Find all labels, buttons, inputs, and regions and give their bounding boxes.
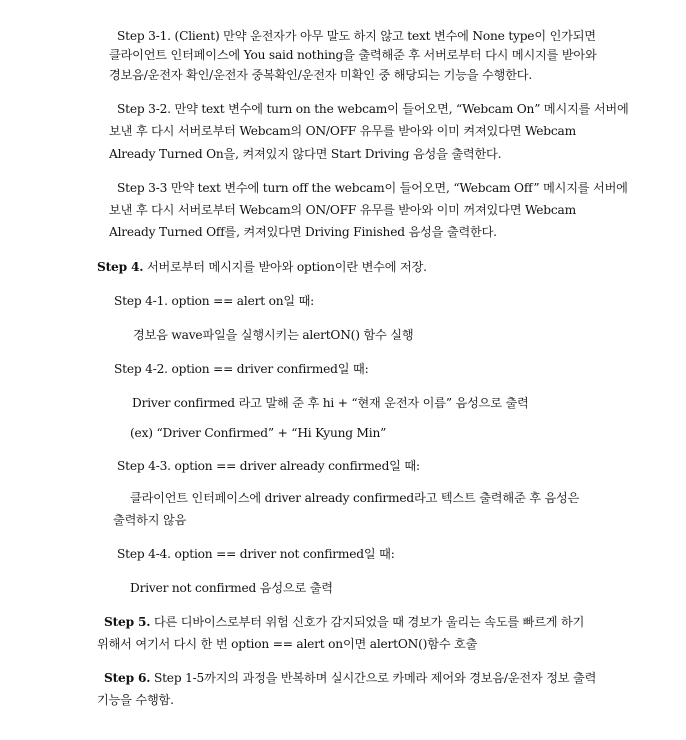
step-3-2-line-2: 보낸 후 다시 서버로부터 Webcam의 ON/OFF 유무를 받아와 이미 켜져있다면 Webcam: [109, 124, 576, 138]
step-3-3-line-3: Already Turned Off를, 켜져있다면 Driving Finished 음성을 출력한다.: [109, 225, 497, 239]
step-3-3-line-1: Step 3-3 만약 text 변수에 turn off the webcam이 들어오면, “Webcam Off” 메시지를 서버에: [117, 181, 628, 195]
step-4-4-body: Driver not confirmed 음성으로 출력: [130, 581, 333, 595]
step-6-text-1: Step 1-5까지의 과정을 반복하며 실시간으로 카메라 제어와 경보음/운전자 정보 출력: [150, 671, 597, 685]
step-4-3-body-1: 클라이언트 인터페이스에 driver already confirmed라고 텍스트 출력해준 후 음성은: [130, 491, 580, 505]
step-5-text-1: 다른 디바이스로부터 위험 신호가 감지되었을 때 경보가 울리는 속도를 빠르게 하기: [150, 615, 585, 629]
step-4-text: 서버로부터 메시지를 받아와 option이란 변수에 저장.: [143, 260, 427, 274]
step-4-2-body-2: (ex) “Driver Confirmed” + “Hi Kyung Min”: [130, 426, 387, 440]
step-4-1-heading: Step 4-1. option == alert on일 때:: [114, 294, 315, 308]
step-4-4-heading: Step 4-4. option == driver not confirmed일 때:: [117, 547, 395, 561]
step-5-line-2: 위해서 여기서 다시 한 번 option == alert on이면 alertON()함수 호출: [97, 637, 478, 651]
step-3-1-line-1: Step 3-1. (Client) 만약 운전자가 아무 말도 하지 않고 text 변수에 None type이 인가되면: [117, 29, 596, 43]
step-4-3-body-2: 출력하지 않음: [113, 513, 187, 527]
step-4-3-heading: Step 4-3. option == driver already confirmed일 때:: [117, 459, 420, 473]
step-5-label: Step 5.: [104, 615, 151, 629]
step-5-line-1: [104, 614, 584, 630]
step-4-2-heading: Step 4-2. option == driver confirmed일 때:: [114, 362, 369, 376]
step-6-label: Step 6.: [104, 671, 151, 685]
step-3-1-line-2: 클라이언트 인터페이스에 You said nothing을 출력해준 후 서버로부터 다시 메시지를 받아와: [109, 48, 597, 62]
step-6-line-2: 기능을 수행함.: [97, 693, 174, 707]
step-3-3-line-2: 보낸 후 다시 서버로부터 Webcam의 ON/OFF 유무를 받아와 이미 꺼져있다면 Webcam: [109, 203, 576, 217]
step-4-1-body: 경보음 wave파일을 실행시키는 alertON() 함수 실행: [133, 328, 414, 342]
step-3-2-line-3: Already Turned On을, 켜져있지 않다면 Start Driving 음성을 출력한다.: [109, 147, 502, 161]
step-4-2-body-1: Driver confirmed 라고 말해 준 후 hi + “현재 운전자 이름” 음성으로 출력: [132, 396, 529, 410]
step-4-label: Step 4.: [97, 260, 144, 274]
step-6-line-1: [104, 670, 596, 686]
step-3-1-line-3: 경보음/운전자 확인/운전자 중복확인/운전자 미확인 중 해당되는 기능을 수행한다.: [109, 68, 533, 82]
step-4-line: [97, 259, 427, 275]
step-3-2-line-1: Step 3-2. 만약 text 변수에 turn on the webcam이 들어오면, “Webcam On” 메시지를 서버에: [117, 102, 629, 116]
